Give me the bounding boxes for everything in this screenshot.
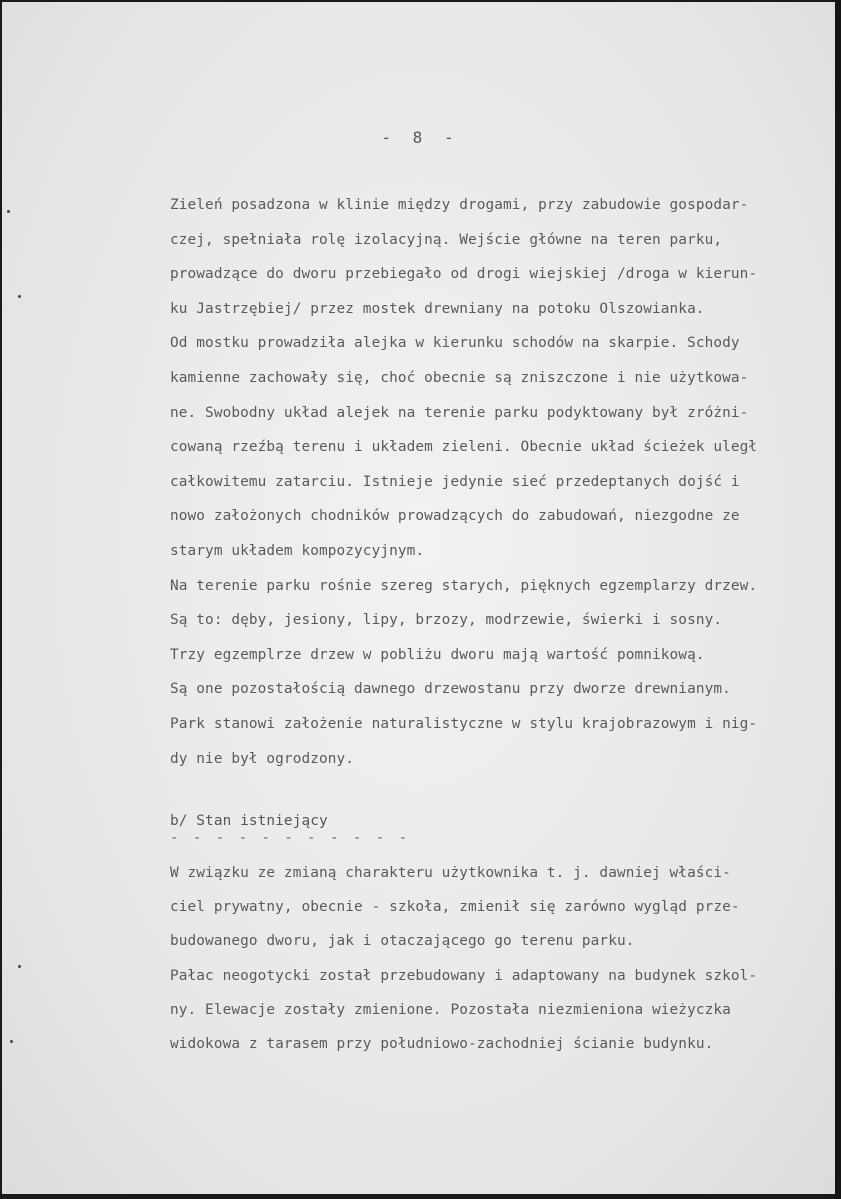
text-line: Pałac neogotycki został przebudowany i adaptowany na budynek szkol- [170,967,758,984]
text-line: ciel prywatny, obecnie - szkoła, zmienił się zarówno wygląd prze- [170,899,740,916]
text-line: czej, spełniała rolę izolacyjną. Wejście główne na teren parku, [170,231,723,248]
text-line: ny. Elewacje zostały zmienione. Pozostała niezmieniona wieżyczka [170,1001,731,1018]
text-line: widokowa z tarasem przy południowo-zachodniej ścianie budynku. [170,1036,714,1052]
text-line: całkowitemu zatarciu. Istnieje jedynie sieć przedeptanych dojść i [170,473,740,490]
text-line: Od mostku prowadziła alejka w kierunku schodów na skarpie. Schody [170,335,740,352]
text-line: Na terenie parku rośnie szereg starych, pięknych egzemplarzy drzew. [170,577,758,594]
text-line: ku Jastrzębiej/ przez mostek drewniany na potoku Olszowianka. [170,300,705,317]
text-line: Są one pozostałością dawnego drzewostanu przy dworze drewnianym. [170,681,731,698]
text-line: nowo założonych chodników prowadzących do zabudowań, niezgodne ze [170,508,740,525]
text-line: cowaną rzeźbą terenu i układem zieleni. Obecnie układ ścieżek uległ [170,439,758,456]
text-line: Trzy egzemplrze drzew w pobliżu dworu mają wartość pomnikową. [170,646,705,663]
text-line: Zieleń posadzona w klinie między drogami, przy zabudowie gospodar- [170,197,749,213]
scan-speck [10,1040,13,1043]
text-line: prowadzące do dworu przebiegało od drogi wiejskiej /droga w kierun- [170,266,758,283]
text-line: ne. Swobodny układ alejek na terenie parku podyktowany był zróżni- [170,404,749,421]
scan-edge [835,0,841,1199]
section-2-heading: b/ Stan istniejący [170,813,328,829]
text-line: W związku ze zmianą charakteru użytkownika t. j. dawniej właści- [170,865,731,881]
scan-speck [18,295,21,298]
page-number: - 8 - [381,128,460,147]
scan-speck [7,210,10,213]
text-line: kamienne zachowały się, choć obecnie są zniszczone i nie użytkowa- [170,370,749,386]
text-line: starym układem kompozycyjnym. [170,543,425,559]
scan-speck [18,965,21,968]
text-line: Są to: dęby, jesiony, lipy, brzozy, modrzewie, świerki i sosny. [170,612,723,629]
section-2-heading-underline: - - - - - - - - - - - [170,830,411,846]
text-line: dy nie był ogrodzony. [170,750,355,767]
text-line: budowanego dworu, jak i otaczającego go terenu parku. [170,933,635,950]
text-line: Park stanowi założenie naturalistyczne w stylu krajobrazowym i nig- [170,716,758,732]
